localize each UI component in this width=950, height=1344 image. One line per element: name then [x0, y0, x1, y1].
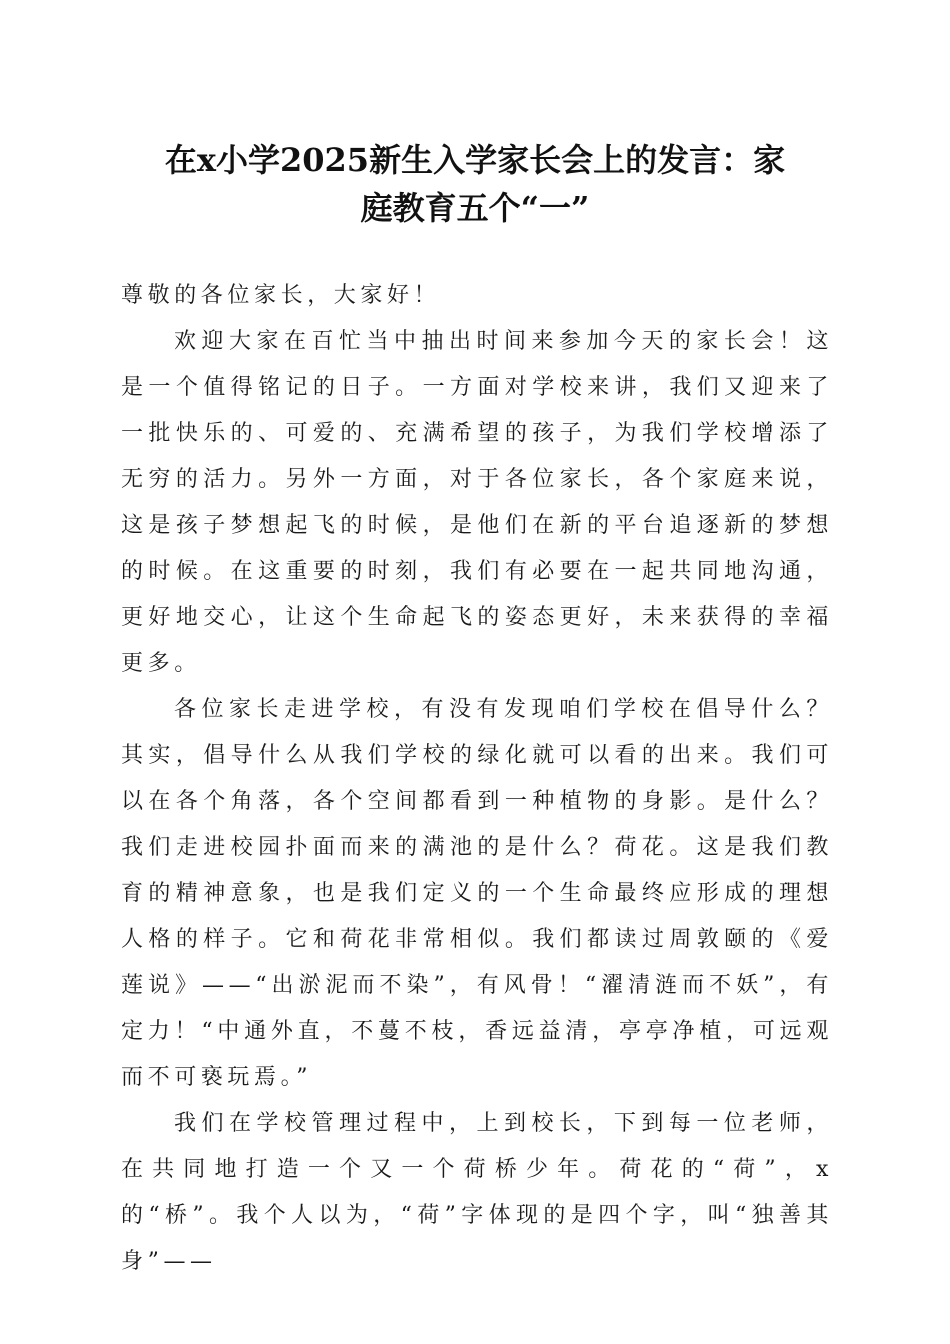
paragraph: 各位家长走进学校，有没有发现咱们学校在倡导什么？其实，倡导什么从我们学校的绿化就可以看的出来。我们可以在各个角落，各个空间都看到一种植物的身影。是什么？我们走进校园扑面而来的满池的是什么？荷花。这是我们教育的精神意象，也是我们定义的一个生命最终应形成的理想人格的样子。它和荷花非常相似。我们都读过周敦颐的《爱莲说》——“出淤泥而不染”，有风骨！“濯清涟而不妖”，有定力！“中通外直，不蔓不枝，香远益清，亭亭净植，可远观而不可亵玩焉。”: [121, 697, 833, 1090]
title-line-1: 在x小学2025新生入学家长会上的发言：家: [164, 141, 786, 179]
document-body: [121, 273, 833, 1285]
document-title: [100, 136, 850, 232]
title-line-2: 庭教育五个“一”: [360, 189, 590, 227]
paragraph: 我们在学校管理过程中，上到校长，下到每一位老师，在共同地打造一个又一个荷桥少年。荷花的“荷”，x的“桥”。我个人以为，“荷”字体现的是四个字，叫“独善其身”——: [121, 1111, 833, 1274]
salutation: 尊敬的各位家长，大家好！: [121, 283, 441, 308]
paragraph: 欢迎大家在百忙当中抽出时间来参加今天的家长会！这是一个值得铭记的日子。一方面对学校来讲，我们又迎来了一批快乐的、可爱的、充满希望的孩子，为我们学校增添了无穷的活力。另外一方面，对于各位家长，各个家庭来说，这是孩子梦想起飞的时候，是他们在新的平台追逐新的梦想的时候。在这重要的时刻，我们有必要在一起共同地沟通，更好地交心，让这个生命起飞的姿态更好，未来获得的幸福更多。: [121, 329, 833, 676]
